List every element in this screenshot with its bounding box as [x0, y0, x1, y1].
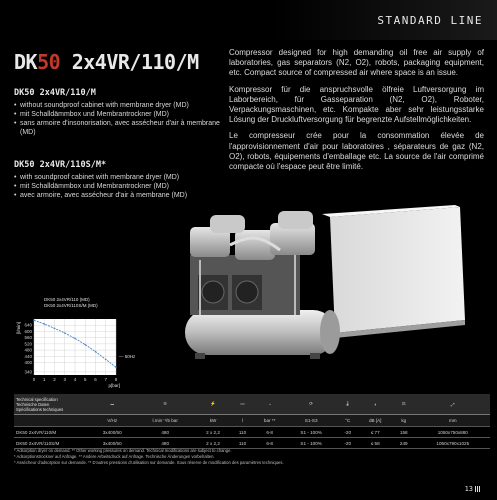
table-cell: 3x400/50 — [89, 427, 135, 438]
table-cell: S1 - 100% — [285, 438, 337, 449]
table-cell: 6-8 — [254, 427, 285, 438]
y-tick-label: 400 — [24, 360, 32, 366]
table-cell: ≤ 58 — [358, 438, 391, 449]
temperature-icon: 🌡 — [337, 394, 359, 415]
unit-cell: °C — [337, 415, 359, 427]
power-icon: ⚡ — [195, 394, 231, 415]
data-point — [105, 359, 107, 361]
table-cell: 1050x750x880 — [416, 427, 490, 438]
model-cell: DK50 2x4VR/110S/M — [14, 438, 89, 449]
description-fr: Le compresseur crée pour la consommation élevée de l'approvisionnement d'air pour laboratoires , séparateurs de gaz (N2, O2), robots, équipements d'emballage etc. La source de l'air comprimé compacte où l'espace peut être limité. — [229, 131, 484, 172]
x-tick-label: 1 — [42, 377, 46, 382]
unit-cell: kg — [392, 415, 416, 427]
data-point — [95, 351, 97, 353]
variant-bullet: • without soundproof cabinet with membrane dryer (MD) — [14, 101, 224, 110]
unit-cell: V/Hz — [89, 415, 135, 427]
footnote-fr: * Assécheur d'adsorption sur demande. ** D'autres pressions d'utilisation sur demande. Sous réserve de modification des paramètres techniques. — [14, 460, 284, 466]
table-cell: 158 — [392, 427, 416, 438]
footnotes — [14, 448, 484, 467]
noise-icon: ◖ — [358, 394, 391, 415]
data-point — [54, 328, 56, 330]
chart-svg — [8, 293, 158, 391]
pressure-icon: ◔ — [254, 394, 285, 415]
data-point — [74, 338, 76, 340]
chart-annotation: — 50Hz — [119, 353, 136, 359]
table-cell: 1060x790x1025 — [416, 438, 490, 449]
y-tick-label: 440 — [24, 353, 32, 359]
table-cell: -20 — [337, 438, 359, 449]
x-tick-label: 8 — [114, 377, 118, 382]
x-tick-label: 0 — [32, 377, 36, 382]
tank-icon: ▭ — [231, 394, 254, 415]
unit-cell: kW — [195, 415, 231, 427]
x-axis-label: p[bar] — [108, 383, 120, 388]
variant-heading: DK50 2x4VR/110/M — [14, 88, 96, 98]
variant-bullet: • sans armoire d'insonorisation, avec assécheur d'air à membrane (MD) — [14, 119, 224, 137]
spec-header-label: Technical specification Technische Daten Spécifications techniques — [14, 394, 89, 415]
unit-cell: mm — [416, 415, 490, 427]
description-de: Kompressor für die anspruchsvolle ölfreie Luftversorgung im Laborbereich, für Gasseparation (N2, O2), Roboter, Verpackungsmaschinen, etc. Kompakte aber sehr leistungsstarke Lösung der Druckluftversorgung für begrenzte Aufstellmöglichkeiten. — [229, 84, 484, 125]
weight-icon: ⚖ — [392, 394, 416, 415]
variant-bullet: • mit Schalldämmbox und Membrantrockner (MD) — [14, 182, 224, 191]
table-row — [14, 427, 490, 438]
title-suffix: 2x4VR/110/M — [60, 50, 199, 74]
unit-cell: l.min⁻¹/5 bar — [135, 415, 195, 427]
x-tick-label: 5 — [83, 377, 87, 382]
data-point — [33, 319, 35, 321]
table-cell: 2 x 2,2 — [195, 438, 231, 449]
y-tick-label: 560 — [24, 335, 32, 341]
legend-entry: DK50 2x4VR/110S/M (MD) — [44, 303, 98, 308]
y-axis-label: [l/min] — [16, 321, 21, 335]
table-cell: 110 — [231, 427, 254, 438]
y-tick-label: 480 — [24, 347, 32, 353]
table-cell: ≤ 77 — [358, 427, 391, 438]
spec-table — [14, 394, 490, 449]
product-image — [160, 205, 490, 365]
unit-cell: l — [231, 415, 254, 427]
variant-block-1 — [14, 88, 224, 137]
x-tick-label: 7 — [104, 377, 108, 382]
x-tick-label: 2 — [53, 377, 56, 382]
table-cell: 480 — [135, 438, 195, 449]
x-tick-label: 3 — [63, 377, 67, 382]
compressor-illustration — [160, 205, 490, 365]
variant-bullet: • avec armoire, avec assécheur d'air à membrane (MD) — [14, 191, 224, 200]
table-cell: 110 — [231, 438, 254, 449]
page-bars-icon — [475, 486, 481, 492]
model-cell: DK50 2x4VR/110/M — [14, 427, 89, 438]
legend-entry: DK50 2x4VR/110 (MD) — [44, 297, 90, 302]
y-tick-label: 640 — [24, 322, 32, 328]
variant-bullet: • mit Schalldämmbox und Membrantrockner (MD) — [14, 110, 224, 119]
footnote-en: * Adsorption dryer on demand. ** Other working pressures on demand. Technical modifications are subject to change. — [14, 448, 232, 453]
table-row — [14, 438, 490, 449]
data-point — [43, 323, 45, 325]
spec-unit-row — [14, 415, 490, 427]
description-en: Compressor designed for high demanding oil free air supply of laboratories, gas separators (N2, O2), robots, packaging equipment, etc. Compact source of compressed air where space is an issue. — [229, 48, 484, 78]
dimensions-icon: ⤢ — [416, 394, 490, 415]
flow-chart — [8, 293, 158, 391]
x-tick-label: 6 — [94, 377, 97, 382]
title-accent: 50 — [37, 50, 61, 74]
data-point — [64, 332, 66, 334]
data-point — [115, 366, 117, 368]
table-cell: 3x400/50 — [89, 438, 135, 449]
unit-cell: S1-S3 — [285, 415, 337, 427]
data-point — [84, 344, 86, 346]
section-label: STANDARD LINE — [377, 14, 483, 27]
page-number: 13 — [465, 485, 481, 493]
unit-cell: bar ** — [254, 415, 285, 427]
table-cell: 2 x 2,2 — [195, 427, 231, 438]
footnote-de: * Adsorptionstrockner auf Anfrage. ** Andere Arbeitsdruck auf Anfrage. Technische Änderungen vorbehalten. — [14, 454, 215, 460]
table-cell: 249 — [392, 438, 416, 449]
description — [229, 48, 484, 178]
variant-heading: DK50 2x4VR/110S/M* — [14, 160, 107, 170]
flow-icon: ≋ — [135, 394, 195, 415]
title-prefix: DK — [14, 50, 38, 74]
table-cell: S1 - 100% — [285, 427, 337, 438]
y-tick-label: 600 — [24, 328, 32, 334]
unit-cell: dB [A] — [358, 415, 391, 427]
table-cell: 480 — [135, 427, 195, 438]
voltage-icon: ⎓ — [89, 394, 135, 415]
y-tick-label: 520 — [24, 341, 32, 347]
variant-bullet: • with soundproof cabinet with membrane dryer (MD) — [14, 173, 224, 182]
y-tick-label: 340 — [24, 369, 32, 375]
variant-block-2 — [14, 160, 224, 200]
table-cell: 6-8 — [254, 438, 285, 449]
table-cell: -20 — [337, 427, 359, 438]
spec-icon-row — [14, 394, 490, 415]
duty-icon: ⟳ — [285, 394, 337, 415]
product-title — [14, 50, 199, 74]
x-tick-label: 4 — [73, 377, 77, 382]
